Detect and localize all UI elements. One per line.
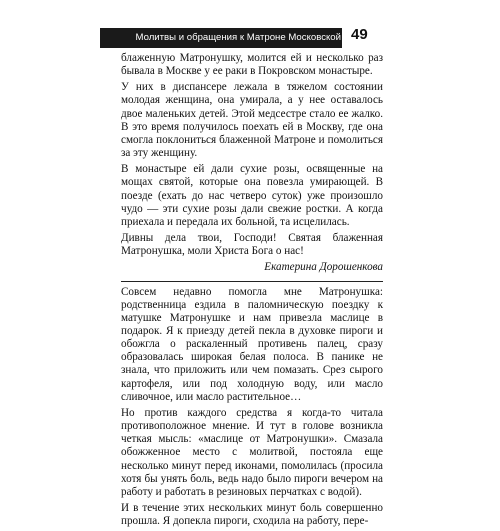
author-signature: Екатерина Дорошенкова — [264, 261, 383, 274]
paragraph: Дивны дела твои, Господи! Святая блаженная Матронушка, моли Христа Бога о нас! — [121, 232, 383, 258]
paragraph: Но против каждого средства я когда-то читала противоположное мнение. И тут в голове возникла четкая мысль: «маслице от Матронушки». Смазала обожженное место с молитвой, постояла еще несколько минут перед иконами, помолилась (просила хотя бы унять боль, ведь надо было пироги вечером на работу и работать в резиновых перчатках с водой). — [121, 406, 383, 498]
running-title: Молитвы и обращения к Матроне Московской — [135, 32, 341, 43]
paragraph: Совсем недавно помогла мне Матронушка: родственница ездила в паломническую поездку к матушке Матронушке и нам привезла маслице в подарок. Я к приезду детей пекла в духовке пироги и обожгла о раскаленный противень палец, сразу образовалась широкая белая полоса. В панике не знала, что приложить или чем помазать. Срез сырого картофеля, или под холодную воду, или масло сливочное, или масло растительное… — [121, 285, 383, 403]
paragraph: В монастыре ей дали сухие розы, освященные на мощах святой, которые она повезла умирающей. В поезде (ехать до нас четверо суток) уже произошло чудо — эти сухие розы дали свежие ростки. А когда приехала и передала их больной, та исцелилась. — [121, 163, 383, 228]
page-body — [121, 52, 383, 531]
paragraph: И в течение этих нескольких минут боль совершенно прошла. Я допекла пироги, сходила на работу, пере- — [121, 502, 383, 528]
section-divider — [121, 281, 383, 282]
paragraph: блаженную Матронушку, молится ей и несколько раз бывала в Москве у ее раки в Покровском монастыре. — [121, 52, 383, 78]
paragraph: У них в диспансере лежала в тяжелом состоянии молодая женщина, она умирала, а у нее оставалось двое маленьких детей. Этой медсестре стало ее жалко. В это время получилось поехать ей в Москву, где она смогла поклониться блаженной Матроне и помолиться за эту женщину. — [121, 81, 383, 160]
page-number: 49 — [351, 26, 368, 43]
